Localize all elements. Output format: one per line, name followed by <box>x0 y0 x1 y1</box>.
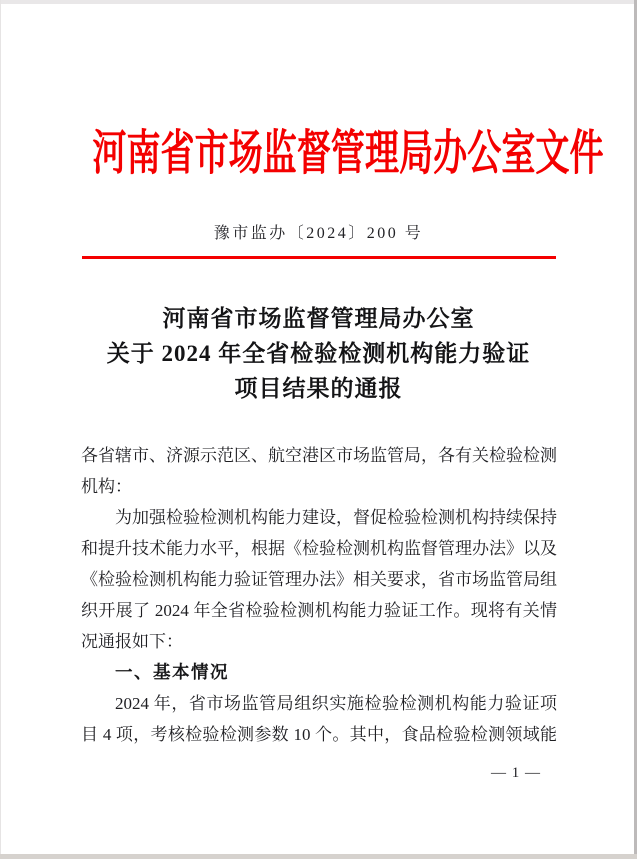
red-separator-line <box>82 256 556 259</box>
page-edge-bottom <box>0 854 637 859</box>
letterhead <box>0 128 637 188</box>
body-line: 《检验检测机构能力验证管理办法》相关要求，省市场监管局组 <box>81 570 557 589</box>
document-body <box>81 440 557 750</box>
body-line: 各省辖市、济源示范区、航空港区市场监管局，各有关检验检测 <box>81 446 557 465</box>
body-line: 织开展了 2024 年全省检验检测机构能力验证工作。现将有关情 <box>81 601 557 620</box>
page-number: — 1 — <box>491 765 541 781</box>
body-line: 况通报如下： <box>81 632 183 651</box>
document-title-line: 河南省市场监督管理局办公室 <box>162 306 475 331</box>
document-title-line: 项目结果的通报 <box>234 376 403 401</box>
document-title-line: 关于 2024 年全省检验检测机构能力验证 <box>106 341 531 366</box>
body-line: 2024 年，省市场监管局组织实施检验检测机构能力验证项 <box>115 694 557 713</box>
letterhead-org-title: 河南省市场监督管理局办公室文件 <box>92 127 604 180</box>
body-line: 机构： <box>81 477 132 496</box>
document-title <box>0 301 637 406</box>
body-line: 目 4 项，考核检验检测参数 10 个。其中，食品检验检测领域能 <box>81 725 557 744</box>
body-line: 为加强检验检测机构能力建设，督促检验检测机构持续保持 <box>115 508 557 527</box>
page-edge-top <box>0 0 637 4</box>
document-number: 豫市监办〔2024〕200 号 <box>213 225 424 242</box>
section-heading: 一、基本情况 <box>115 662 229 682</box>
body-line: 和提升技术能力水平，根据《检验检测机构监督管理办法》以及 <box>81 539 557 558</box>
